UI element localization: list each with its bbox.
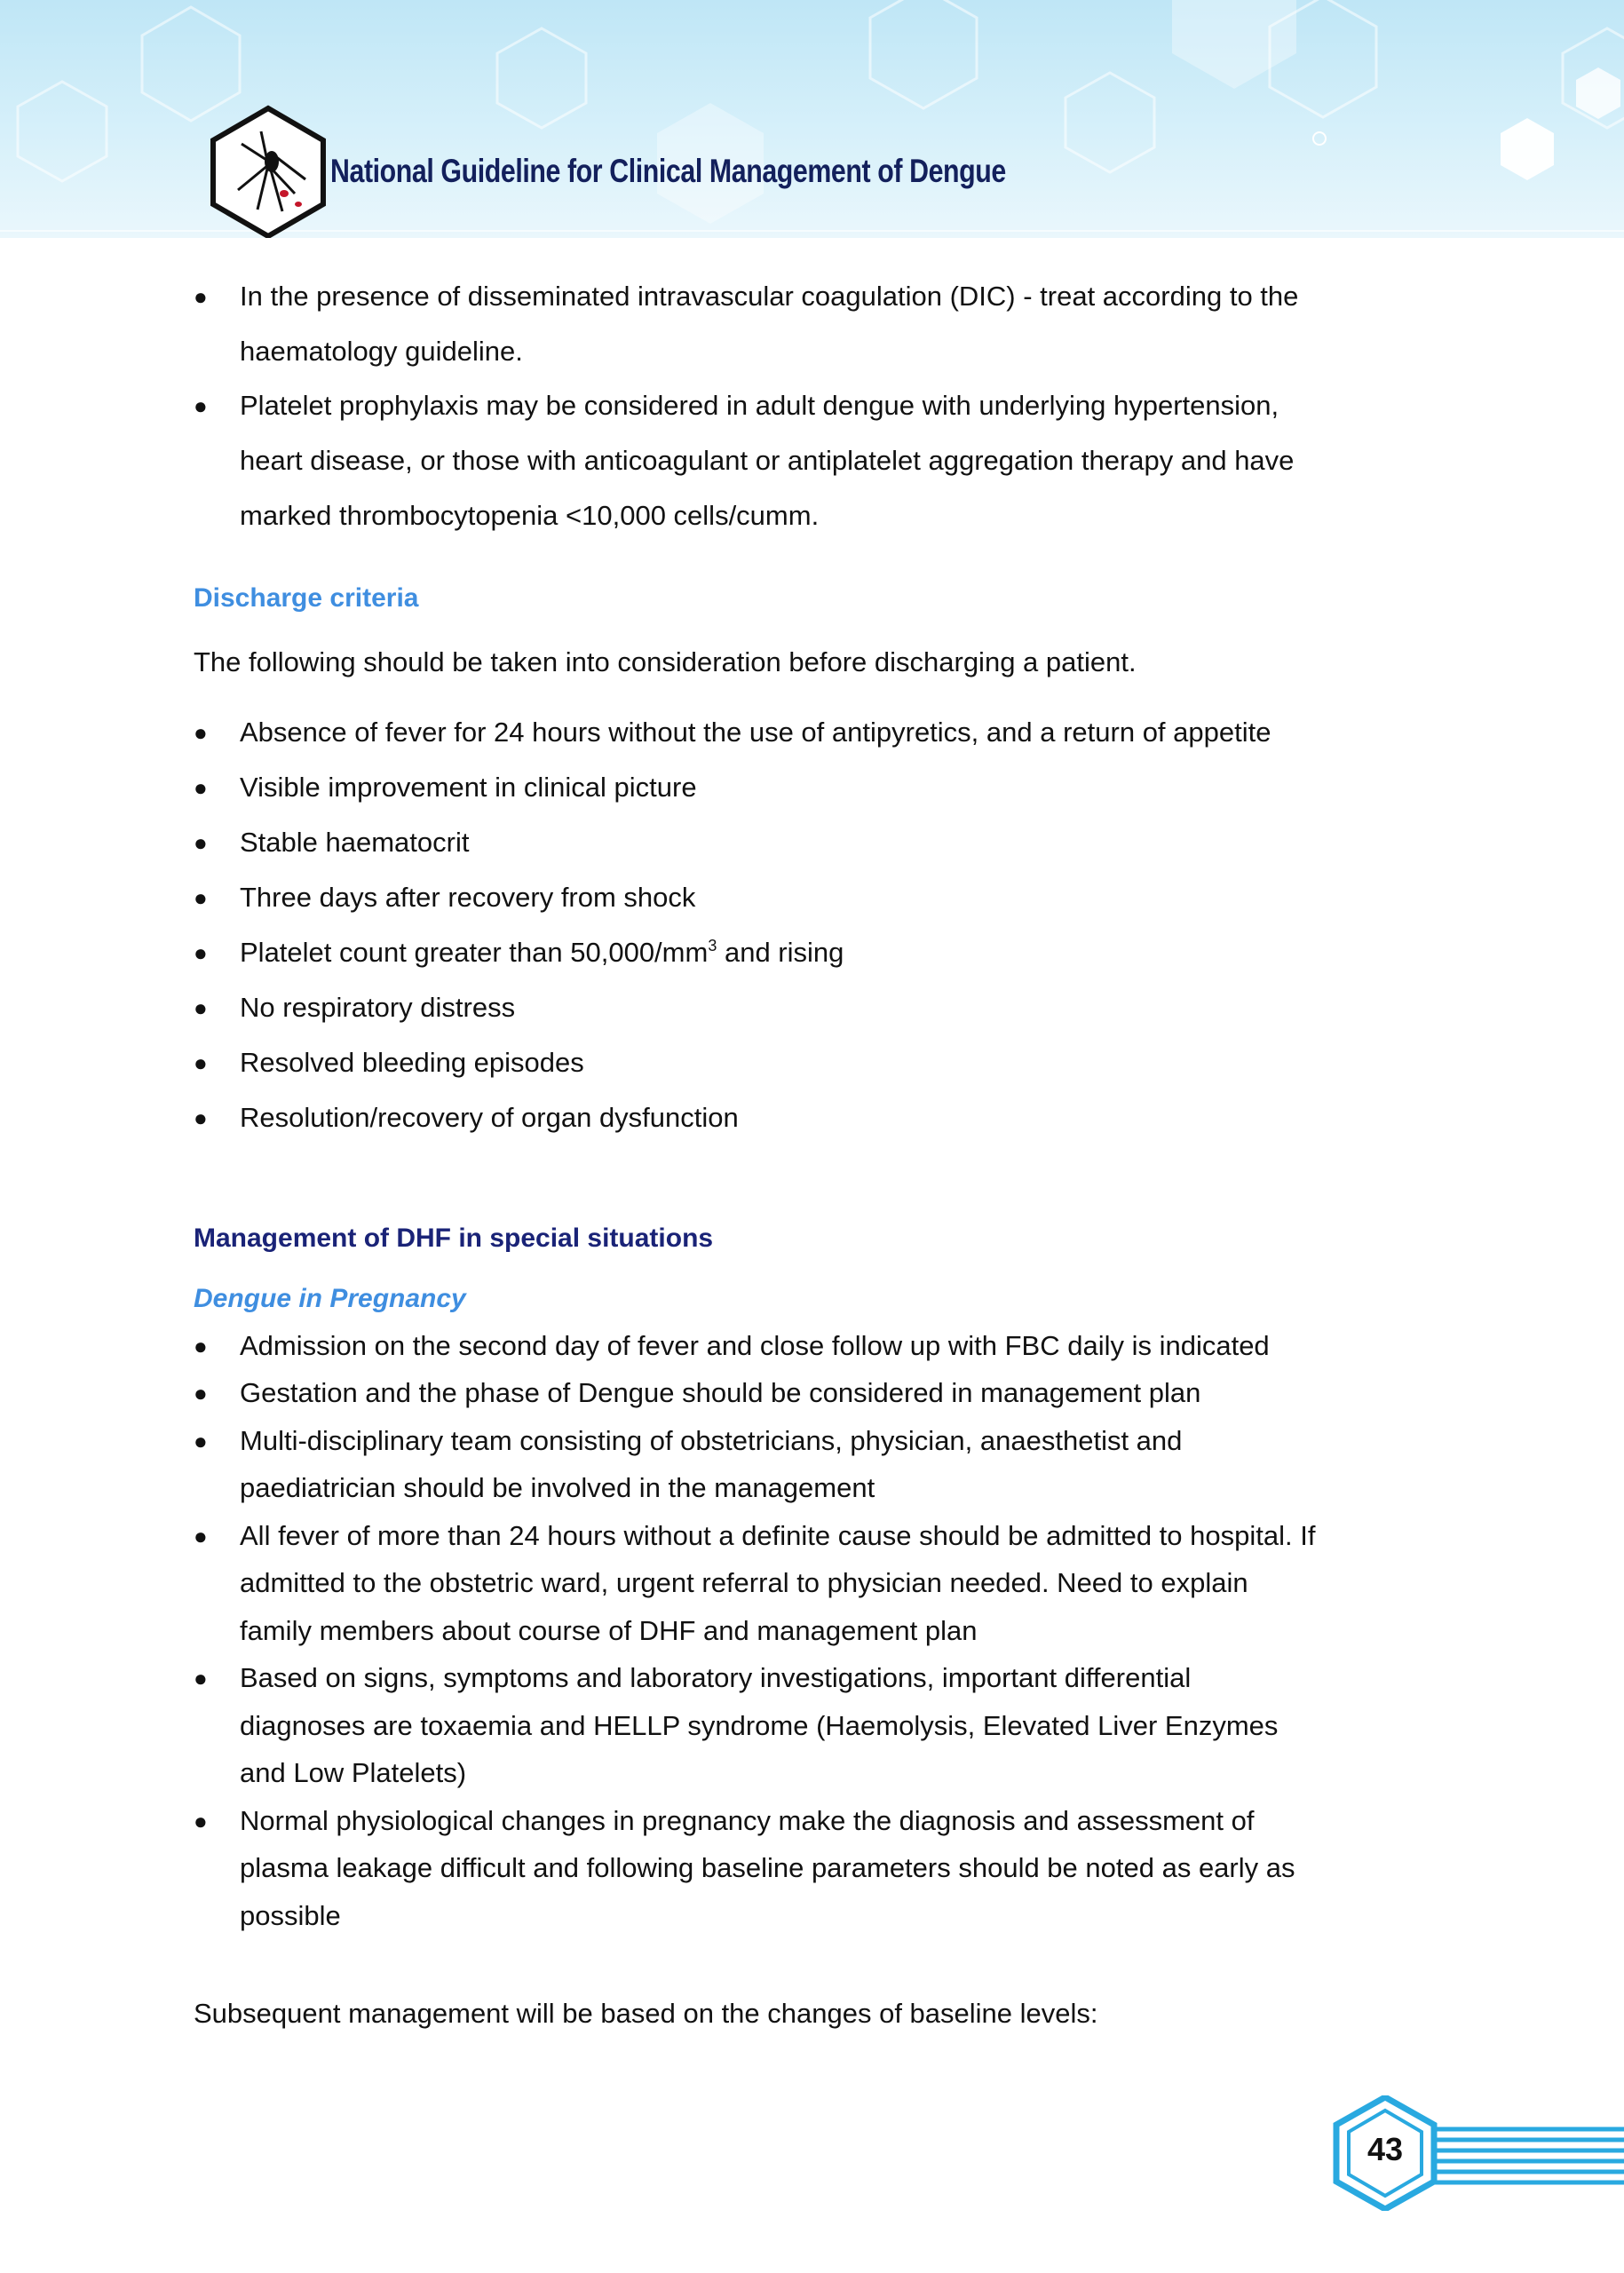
bullet-dot: ● — [194, 283, 208, 310]
bullet-dot: ● — [194, 392, 208, 419]
paragraph-line: possible — [240, 1900, 341, 1931]
bullet-dot: ● — [194, 719, 208, 746]
list-item: Stable haematocrit — [240, 827, 470, 858]
bullet-dot: ● — [194, 884, 208, 911]
bullet-dot: ● — [194, 1105, 208, 1131]
paragraph-line: and Low Platelets) — [240, 1757, 467, 1788]
closing-paragraph: Subsequent management will be based on the changes of baseline levels: — [194, 1998, 1098, 2029]
list-item-platelet — [240, 935, 844, 970]
list-item: Resolved bleeding episodes — [240, 1047, 584, 1078]
bullet-dot: ● — [194, 1049, 208, 1076]
page-number: 43 — [1367, 2131, 1404, 2167]
paragraph-line: Gestation and the phase of Dengue should be considered in management plan — [240, 1377, 1201, 1408]
header-banner — [0, 0, 1624, 238]
paragraph-line: Based on signs, symptoms and laboratory investigations, important differential — [240, 1662, 1192, 1693]
paragraph-line: haematology guideline. — [240, 336, 523, 367]
paragraph-line: In the presence of disseminated intravascular coagulation (DIC) - treat according to the — [240, 281, 1299, 312]
bullet-dot: ● — [194, 1523, 208, 1549]
bullet-dot: ● — [194, 774, 208, 801]
bullet-dot: ● — [194, 994, 208, 1021]
bullet-dot: ● — [194, 1428, 208, 1454]
bullet-dot: ● — [194, 829, 208, 856]
discharge-heading: Discharge criteria — [194, 583, 419, 613]
bullet-dot: ● — [194, 1665, 208, 1691]
bullet-dot: ● — [194, 1380, 208, 1406]
paragraph-line: Platelet prophylaxis may be considered in adult dengue with underlying hypertension, — [240, 390, 1279, 421]
document-title: National Guideline for Clinical Management of Dengue — [330, 153, 1006, 189]
bullet-dot: ● — [194, 939, 208, 966]
paragraph-line: Admission on the second day of fever and close follow up with FBC daily is indicated — [240, 1330, 1270, 1361]
paragraph-line: admitted to the obstetric ward, urgent referral to physician needed. Need to explain — [240, 1567, 1248, 1598]
paragraph-line: paediatrician should be involved in the management — [240, 1472, 875, 1503]
bullet-dot: ● — [194, 1333, 208, 1359]
list-item: Resolution/recovery of organ dysfunction — [240, 1102, 739, 1133]
paragraph-line: heart disease, or those with anticoagulant or antiplatelet aggregation therapy and have — [240, 445, 1295, 476]
paragraph-line: plasma leakage difficult and following baseline parameters should be noted as early as — [240, 1852, 1295, 1883]
paragraph-line: marked thrombocytopenia <10,000 cells/cumm. — [240, 500, 820, 531]
list-item: No respiratory distress — [240, 992, 516, 1023]
platelet-suffix: and rising — [717, 937, 844, 968]
paragraph-line: Multi-disciplinary team consisting of obstetricians, physician, anaesthetist and — [240, 1425, 1183, 1456]
paragraph-line: diagnoses are toxaemia and HELLP syndrome (Haemolysis, Elevated Liver Enzymes — [240, 1710, 1279, 1741]
paragraph-line: family members about course of DHF and management plan — [240, 1615, 978, 1646]
special-heading: Management of DHF in special situations — [194, 1224, 714, 1253]
list-item: Three days after recovery from shock — [240, 882, 696, 913]
list-item: Absence of fever for 24 hours without the use of antipyretics, and a return of appetite — [240, 717, 1271, 748]
list-item: Visible improvement in clinical picture — [240, 772, 697, 803]
paragraph-line: Normal physiological changes in pregnancy make the diagnosis and assessment of — [240, 1805, 1255, 1836]
platelet-text: Platelet count greater than 50,000/mm — [240, 937, 709, 968]
pregnancy-subheading: Dengue in Pregnancy — [194, 1284, 466, 1313]
discharge-intro: The following should be taken into consideration before discharging a patient. — [194, 646, 1137, 677]
mosquito-logo — [206, 105, 330, 238]
paragraph-line: All fever of more than 24 hours without a definite cause should be admitted to hospital. If — [240, 1520, 1316, 1551]
bullet-dot: ● — [194, 1808, 208, 1834]
superscript: 3 — [708, 937, 717, 954]
